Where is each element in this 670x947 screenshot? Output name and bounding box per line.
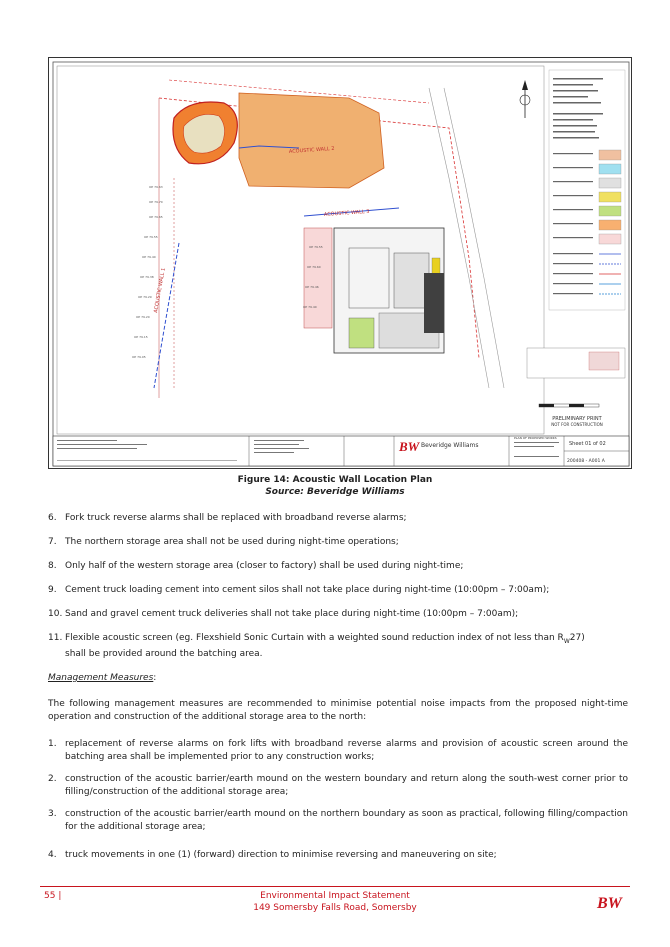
list-item-number: 11.: [48, 633, 63, 643]
svg-text:OP 79.40: OP 79.40: [303, 305, 317, 309]
figure-caption-source: Source: Beveridge Williams: [265, 487, 405, 497]
svg-text:OP 79.46: OP 79.46: [305, 285, 319, 289]
svg-text:OP 79.29: OP 79.29: [138, 295, 152, 299]
svg-text:OP 79.63: OP 79.63: [149, 185, 163, 189]
list-item-number: 8.: [48, 561, 57, 571]
svg-text:OP 79.05: OP 79.05: [132, 355, 146, 359]
svg-text:OP 79.65: OP 79.65: [149, 215, 163, 219]
title-block-sheet: Sheet 01 of 02: [569, 441, 606, 447]
northern-storage-area: [239, 93, 384, 188]
figure-caption-title: Figure 14: Acoustic Wall Location Plan: [237, 475, 433, 485]
list-item: [48, 773, 628, 801]
bw-logo-icon: [596, 890, 624, 914]
list-item-text: replacement of reverse alarms on fork lifts with broadband reverse alarms and provision of acoustic screen around the batching area shall be implemented prior to any construction works;: [65, 739, 628, 762]
page-number: 55 |: [44, 891, 62, 901]
list-item-text: construction of the acoustic barrier/earth mound on the western boundary and return along the south-west corner prior to filling/construction of the additional storage area;: [65, 774, 628, 797]
svg-text:OP 79.20: OP 79.20: [136, 315, 150, 319]
list-item-text-continued: shall be provided around the batching area.: [65, 648, 263, 659]
acoustic-wall-1: [154, 243, 179, 388]
list-item-text: The northern storage area shall not be used during night-time operations;: [65, 537, 399, 547]
management-heading-text: Management Measures: [48, 673, 154, 683]
footer-title: [0, 890, 670, 914]
svg-text:OP 79.55: OP 79.55: [309, 245, 323, 249]
footer-title-line2: 149 Somersby Falls Road, Somersby: [253, 903, 417, 913]
list-item-text: construction of the acoustic barrier/earth mound on the northern boundary as soon as practical, following filling/compaction for the additional storage area;: [65, 809, 628, 832]
list-item-text: Sand and gravel cement truck deliveries shall not take place during night-time (10:00pm – 7:00am);: [65, 609, 519, 619]
scale-bar: [539, 404, 599, 407]
list-item-text: Only half of the western storage area (closer to factory) shall be used during night-time;: [65, 561, 464, 571]
title-block: [53, 436, 629, 466]
title-block-drawing-title: PLAN OF PROPOSED WORKS: [514, 436, 557, 440]
western-storage-area: [304, 228, 332, 328]
list-item-text-end: 27): [569, 633, 585, 643]
list-item: [48, 738, 628, 766]
north-arrow-icon: [520, 80, 530, 118]
list-item-number: 7.: [48, 537, 57, 547]
list-item-number: 1.: [48, 739, 57, 749]
legend-panel: [549, 70, 625, 310]
title-block-logo: BW: [399, 439, 420, 454]
list-item-number: 9.: [48, 585, 57, 595]
acoustic-wall-1-label: ACOUSTIC WALL 1: [153, 267, 167, 314]
list-item-number: 6.: [48, 513, 57, 523]
svg-text:OP 79.70: OP 79.70: [149, 200, 163, 204]
svg-text:OP 79.40: OP 79.40: [142, 255, 156, 259]
management-heading: Management Measures:: [48, 673, 157, 683]
svg-text:OP 79.15: OP 79.15: [134, 335, 148, 339]
footer-title-line1: Environmental Impact Statement: [260, 891, 410, 901]
site-plan-figure: [48, 57, 632, 469]
svg-text:OP 79.60: OP 79.60: [307, 265, 321, 269]
list-item: [48, 632, 628, 660]
list-item: [48, 808, 628, 836]
footer-divider: [40, 886, 630, 887]
title-block-company: Beveridge Williams: [421, 442, 479, 449]
acoustic-wall-3-label: ACOUSTIC WALL 3: [323, 208, 370, 218]
list-item-number: 10.: [48, 609, 63, 619]
list-item-number: 3.: [48, 809, 57, 819]
svg-text:BW: BW: [597, 895, 622, 912]
title-block-drawing-no: 200408 - A001 A: [567, 459, 605, 464]
acoustic-wall-2-label: ACOUSTIC WALL 2: [288, 145, 335, 155]
site-plan-drawing: [49, 58, 633, 470]
status-subtext: NOT FOR CONSTRUCTION: [551, 422, 603, 427]
subscript-w: W: [563, 637, 570, 645]
status-text: PRELIMINARY PRINT: [552, 416, 602, 422]
list-item-text: Cement truck loading cement into cement silos shall not take place during night-time (10:00pm – 7:00am);: [65, 585, 550, 595]
list-item-number: 2.: [48, 774, 57, 784]
management-intro: The following management measures are recommended to minimise potential noise impacts from the proposed night-time operation and construction of the additional storage area to the north:: [48, 699, 628, 722]
list-item-text: Flexible acoustic screen (eg. Flexshield Sonic Curtain with a weighted sound reduction index of not less than R: [65, 633, 564, 643]
list-item-text: Fork truck reverse alarms shall be replaced with broadband reverse alarms;: [65, 513, 407, 523]
list-item-number: 4.: [48, 850, 57, 860]
svg-text:OP 79.38: OP 79.38: [140, 275, 154, 279]
svg-text:OP 79.55: OP 79.55: [144, 235, 158, 239]
list-item-text: truck movements in one (1) (forward) direction to minimise reversing and maneuvering on site;: [65, 850, 497, 860]
